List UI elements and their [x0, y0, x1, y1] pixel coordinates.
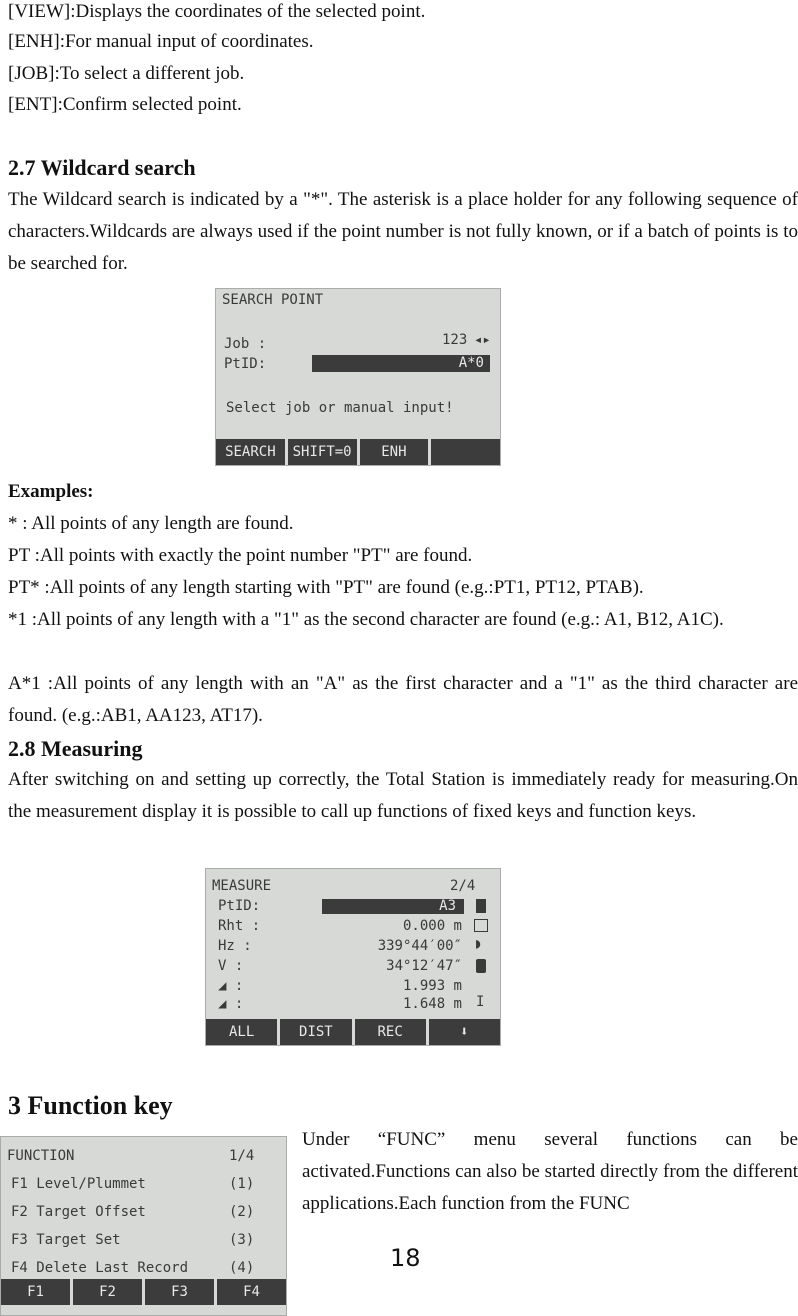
softkey-bar: [1, 1279, 286, 1305]
softkey-dist[interactable]: DIST: [280, 1019, 351, 1045]
job-value: 123: [442, 332, 468, 348]
battery-icon: [476, 899, 486, 913]
row-label: Rht :: [218, 918, 261, 934]
row-value: 0.000 m: [402, 918, 462, 934]
row-label: ◢ :: [218, 996, 244, 1012]
examples-heading: Examples:: [8, 481, 94, 502]
ptid-value: A*0: [458, 355, 484, 371]
menu-item-label[interactable]: F2 Target Offset: [11, 1204, 146, 1220]
row-value: 1.993 m: [402, 978, 462, 994]
paragraph-function-key: Under “FUNC” menu several functions can be activated.Functions can also be started directly from the different applications.Each function from the FUNC: [302, 1129, 798, 1214]
menu-item-number: (3): [229, 1232, 255, 1248]
text-ent-key: [ENT]:Confirm selected point.: [8, 94, 242, 115]
heading-measuring: 2.8 Measuring: [8, 736, 143, 761]
text-enh-key: [ENH]:For manual input of coordinates.: [8, 31, 314, 52]
paragraph-wildcard: The Wildcard search is indicated by a "*". The asterisk is a place holder for any following sequence of characters.Wildcards are always used if the point number is not fully known, or if a batch of points is to be searched for.: [8, 189, 798, 274]
prism-icon: [474, 919, 488, 932]
height-icon: I: [476, 994, 485, 1010]
row-label: PtID:: [218, 898, 261, 914]
softkey-f3[interactable]: F3: [145, 1279, 214, 1305]
row-label: Hz :: [218, 938, 252, 954]
search-point-screen: [215, 288, 501, 466]
menu-item-label[interactable]: F1 Level/Plummet: [11, 1176, 146, 1192]
softkey-f2[interactable]: F2: [73, 1279, 142, 1305]
ptid-field[interactable]: [322, 899, 464, 914]
row-value: 34°12′47″: [386, 958, 462, 974]
example-line: A*1 :All points of any length with an "A" as the first character and a "1" as the third character are found. (e.g.:AB1, AA123, AT17).: [8, 673, 798, 726]
laser-icon: [476, 959, 486, 973]
softkey-enh[interactable]: ENH: [360, 439, 429, 465]
function-screen: [0, 1136, 287, 1316]
menu-item-number: (2): [229, 1204, 255, 1220]
page-number: 18: [390, 1244, 421, 1272]
example-line: PT :All points with exactly the point number "PT" are found.: [8, 545, 473, 566]
screen-title: MEASURE: [212, 878, 272, 894]
compensator-icon: ◗: [474, 936, 483, 952]
menu-item-label[interactable]: F3 Target Set: [11, 1232, 121, 1248]
softkey-f1[interactable]: F1: [1, 1279, 70, 1305]
example-line: *1 :All points of any length with a "1" as the second character are found (e.g.: A1, B12, A1C).: [8, 609, 724, 630]
heading-wildcard-search: 2.7 Wildcard search: [8, 155, 196, 180]
softkey-empty[interactable]: [431, 439, 500, 465]
screen-title: FUNCTION: [7, 1148, 75, 1164]
ptid-label: PtID:: [224, 356, 267, 372]
softkey-page-down[interactable]: ⬇: [429, 1019, 500, 1045]
softkey-shift[interactable]: SHIFT=0: [288, 439, 357, 465]
screen-page: 1/4: [229, 1148, 255, 1164]
row-label: V :: [218, 958, 244, 974]
screen-title: SEARCH POINT: [222, 292, 324, 308]
text-view-key: [VIEW]:Displays the coordinates of the selected point.: [8, 1, 426, 22]
heading-function-key: 3 Function key: [8, 1091, 173, 1120]
example-line: * : All points of any length are found.: [8, 513, 294, 534]
menu-item-number: (1): [229, 1176, 255, 1192]
softkey-search[interactable]: SEARCH: [216, 439, 285, 465]
screen-message: Select job or manual input!: [226, 400, 454, 416]
softkey-all[interactable]: ALL: [206, 1019, 277, 1045]
softkey-rec[interactable]: REC: [355, 1019, 426, 1045]
softkey-bar: [216, 439, 500, 465]
softkey-bar: [206, 1019, 500, 1045]
measure-screen: [205, 868, 501, 1046]
text-job-key: [JOB]:To select a different job.: [8, 63, 245, 84]
row-value: 1.648 m: [402, 996, 462, 1012]
arrows-icon: ◂▸: [474, 332, 491, 348]
menu-item-label[interactable]: F4 Delete Last Record: [11, 1260, 189, 1276]
menu-item-number: (4): [229, 1260, 255, 1276]
example-line: PT* :All points of any length starting with "PT" are found (e.g.:PT1, PT12, PTAB).: [8, 577, 644, 598]
row-value: 339°44′00″: [377, 938, 462, 954]
screen-page: 2/4: [450, 878, 476, 894]
paragraph-measuring: After switching on and setting up correctly, the Total Station is immediately ready for measuring.On the measurement display it is possible to call up functions of fixed keys and function keys.: [8, 769, 798, 822]
ptid-field[interactable]: [312, 355, 490, 372]
softkey-f4[interactable]: F4: [217, 1279, 286, 1305]
row-label: ◢ :: [218, 978, 244, 994]
job-label: Job :: [224, 336, 267, 352]
ptid-value: A3: [439, 898, 456, 914]
